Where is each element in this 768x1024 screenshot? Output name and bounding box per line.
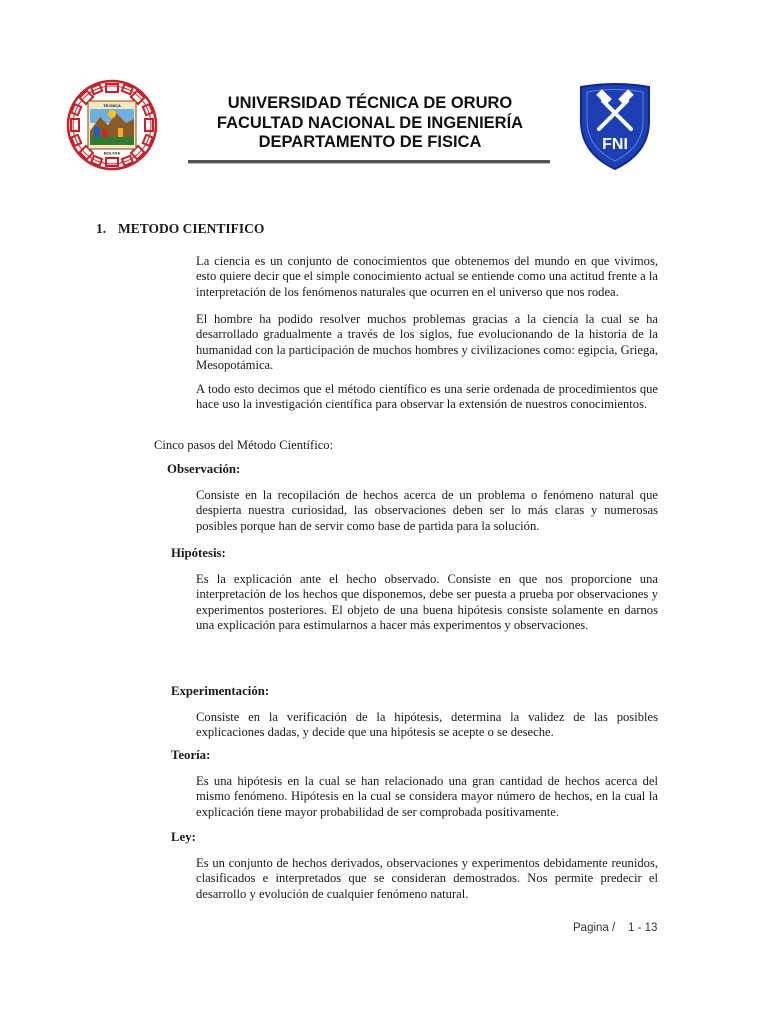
term-experimentacion: Experimentación: <box>171 684 270 698</box>
header-university: UNIVERSIDAD TÉCNICA DE ORURO <box>227 94 513 112</box>
page-number: 1 - 13 <box>627 922 658 934</box>
term-observacion: Observación: <box>167 462 241 476</box>
svg-text:FNI: FNI <box>602 136 628 153</box>
term-teoria: Teoría: <box>171 748 211 762</box>
term-ley: Ley: <box>171 830 196 844</box>
definition-experimentacion: Consiste en la verificación de la hipótesis, determina la validez de las posibles explicaciones dadas, y decide que una hipótesis se acepte o se deseche. <box>196 710 658 740</box>
svg-text:TECNICA: TECNICA <box>103 103 121 108</box>
header-faculty: FACULTAD NACIONAL DE INGENIERÍA <box>216 113 524 132</box>
term-hipotesis: Hipótesis: <box>171 546 226 560</box>
svg-text:BOLIVIA: BOLIVIA <box>103 150 121 156</box>
page-footer <box>573 922 657 934</box>
steps-intro: Cinco pasos del Método Científico: <box>154 438 334 452</box>
document-header <box>190 94 550 153</box>
paragraph: A todo esto decimos que el método científico es una serie ordenada de procedimientos que hace uso la investigación científica para observar la extensión de nuestros conocimientos. <box>196 382 658 412</box>
paragraph: El hombre ha podido resolver muchos problemas gracias a la ciencia la cual se ha desarrollado gradualmente a través de los siglos, fue evolucionando de la historia de la humanidad con la participación de muchos hombres y civilizaciones como: egipcia, Griega, Mesopotámica. <box>196 312 658 373</box>
university-seal-icon <box>66 79 158 171</box>
definition-hipotesis: Es la explicación ante el hecho observado. Consiste en que nos proporcione una interpretación de los hechos que disponemos, debe ser puesta a prueba por observaciones y experimentos posteriores. El objeto de una buena hipótesis consiste solamente en darnos una explicación para estimularnos a hacer más experimentos y observaciones. <box>196 572 658 633</box>
header-department: DEPARTAMENTO DE FISICA <box>258 133 482 151</box>
definition-observacion: Consiste en la recopilación de hechos acerca de un problema o fenómeno natural que despierta nuestra curiosidad, las observaciones deben ser lo más claras y numerosas posibles porque han de servir como base de partida para la solución. <box>196 488 658 533</box>
header-divider <box>188 160 550 163</box>
page-label: Pagina / <box>573 922 616 934</box>
paragraph: La ciencia es un conjunto de conocimientos que obtenemos del mundo en que vivimos, esto quiere decir que el simple conocimiento actual se entiende como una actitud frente a la interpretación de los fenómenos naturales que ocurren en el universo que nos rodea. <box>196 254 658 299</box>
section-number: 1. <box>96 221 107 236</box>
definition-teoria: Es una hipótesis en la cual se han relacionado una gran cantidad de hechos acerca del mismo fenómeno. Hipótesis en la cual se considera mayor número de hechos, en la cual la explicación tiene mayor probabilidad de ser comprobada positivamente. <box>196 774 658 819</box>
fni-shield-icon <box>577 83 653 171</box>
section-title <box>96 221 264 237</box>
definition-ley: Es un conjunto de hechos derivados, observaciones y experimentos debidamente reunidos, clasificados e interpretados que se consideran demostrados. Nos permite predecir el desarrollo y evolución de cualquier fenómeno natural. <box>196 856 658 901</box>
section-heading: METODO CIENTIFICO <box>118 221 265 236</box>
